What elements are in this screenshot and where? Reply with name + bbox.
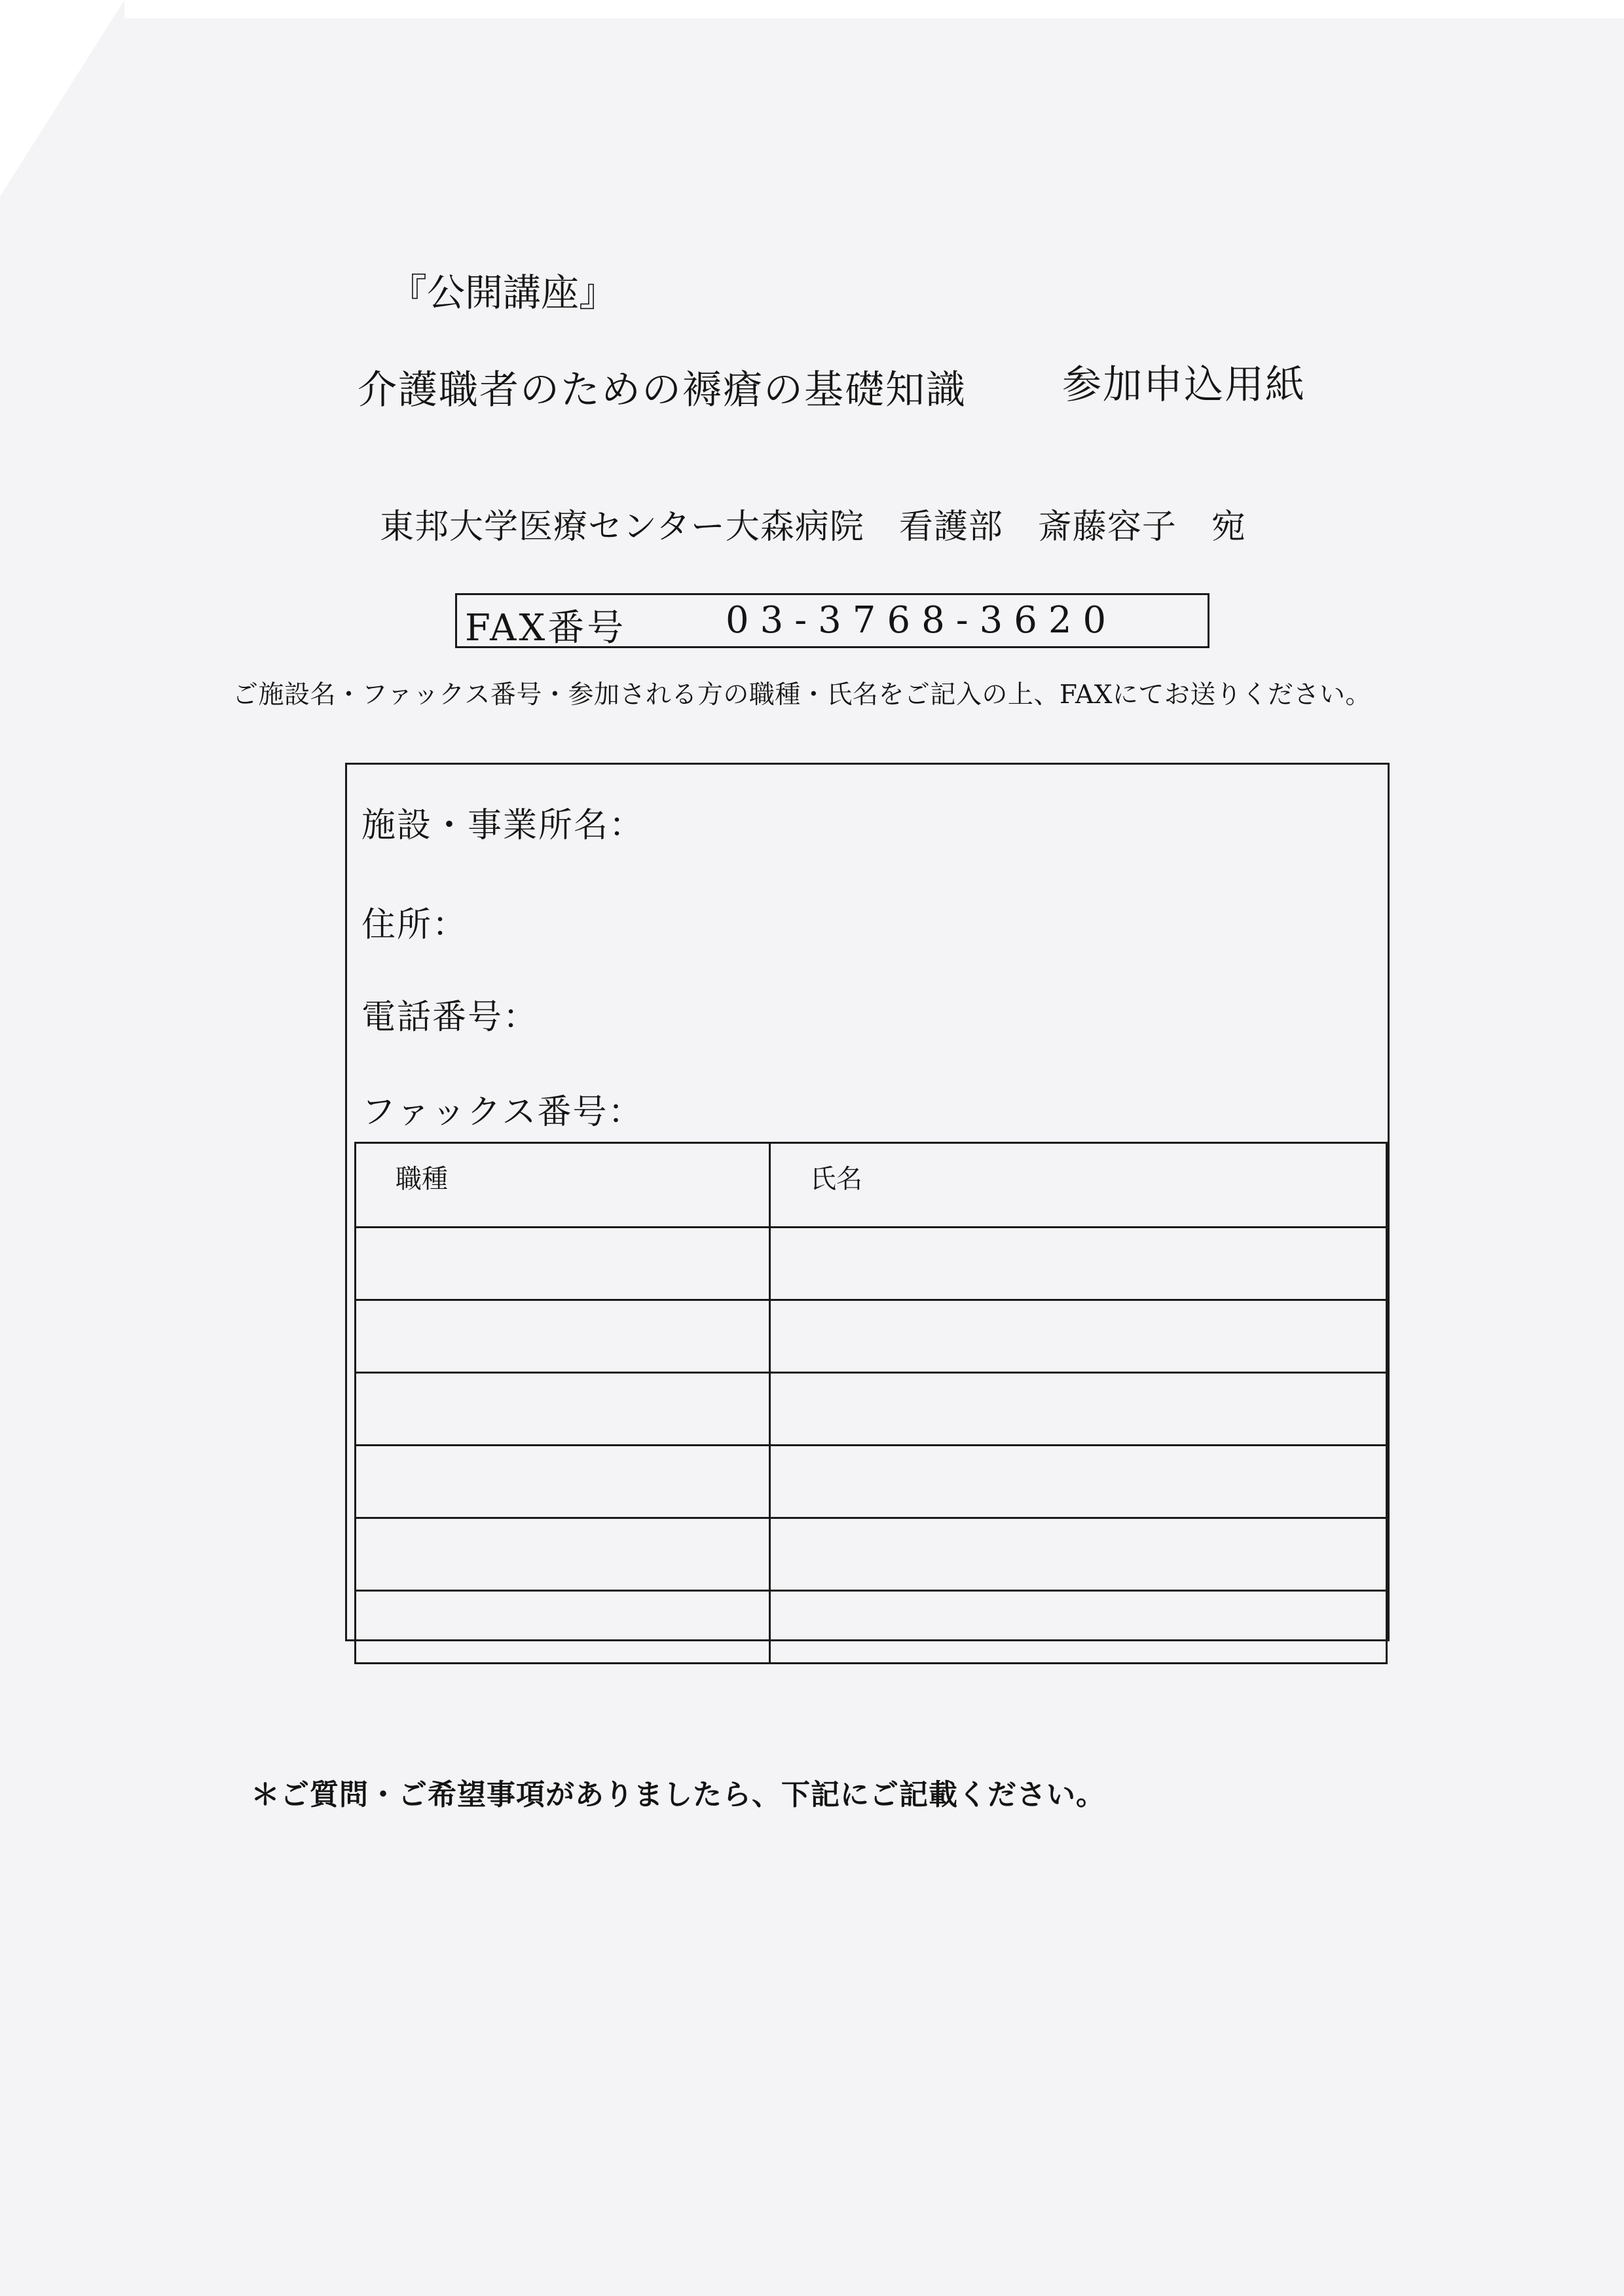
table-row (356, 1518, 1387, 1591)
table-header-row (356, 1143, 1387, 1228)
course-type-heading: 『公開講座』 (389, 270, 618, 315)
name-cell[interactable] (770, 1228, 1387, 1300)
participant-table (354, 1142, 1388, 1664)
instruction-text: ご施設名・ファックス番号・参加される方の職種・氏名をご記入の上、FAXにてお送りください。 (232, 680, 1371, 710)
name-cell[interactable] (770, 1591, 1387, 1664)
job-type-cell[interactable] (356, 1373, 770, 1446)
folded-corner (0, 0, 124, 196)
table-row (356, 1446, 1387, 1518)
addressee: 東邦大学医療センター大森病院 看護部 斎藤容子 宛 (380, 507, 1246, 547)
job-type-cell[interactable] (356, 1518, 770, 1591)
job-type-cell[interactable] (356, 1591, 770, 1664)
facility-name-field[interactable]: 施設・事業所名： (361, 806, 645, 845)
fax-number-box (455, 593, 1209, 648)
phone-number-field[interactable]: 電話番号： (361, 998, 539, 1037)
name-cell[interactable] (770, 1300, 1387, 1373)
table-row (356, 1373, 1387, 1446)
name-cell[interactable] (770, 1373, 1387, 1446)
job-type-header: 職種 (356, 1143, 770, 1228)
address-field[interactable]: 住所： (361, 905, 468, 945)
table-row (356, 1591, 1387, 1664)
fax-number: 03-3768-3620 (726, 599, 1118, 642)
form-name: 参加申込用紙 (1062, 362, 1306, 408)
job-type-cell[interactable] (356, 1446, 770, 1518)
job-type-cell[interactable] (356, 1300, 770, 1373)
name-header: 氏名 (770, 1143, 1387, 1228)
application-form (345, 763, 1390, 1641)
page-top-edge (124, 0, 1624, 18)
fax-label: FAX番号 (465, 607, 627, 649)
table-row (356, 1228, 1387, 1300)
name-cell[interactable] (770, 1446, 1387, 1518)
job-type-cell[interactable] (356, 1228, 770, 1300)
name-cell[interactable] (770, 1518, 1387, 1591)
course-title: 介護職者のための褥瘡の基礎知識 (358, 367, 967, 413)
fax-number-field[interactable]: ファックス番号： (361, 1093, 644, 1132)
questions-note: ＊ご質問・ご希望事項がありましたら、下記にご記載ください。 (251, 1778, 1105, 1812)
table-row (356, 1300, 1387, 1373)
